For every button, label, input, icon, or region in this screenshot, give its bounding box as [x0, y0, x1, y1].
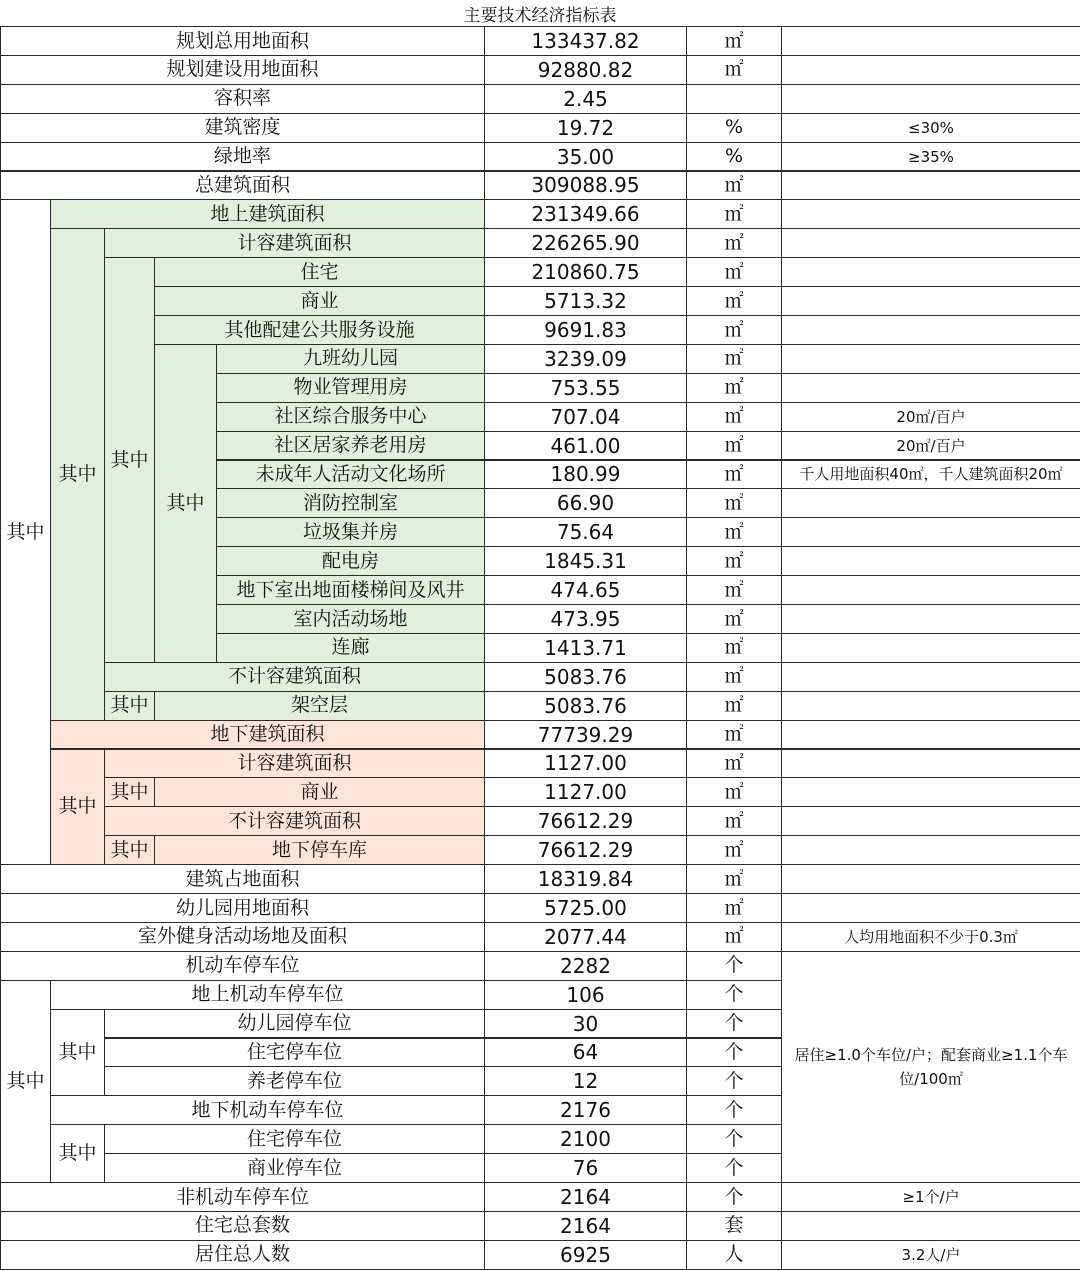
- row-unit: ㎡: [686, 199, 782, 229]
- row-value: 6925: [484, 1240, 687, 1270]
- qizhong-group-label: 其中: [154, 344, 217, 663]
- row-label: 架空层: [154, 691, 485, 721]
- row-value: 180.99: [484, 460, 687, 490]
- row-unit: ㎡: [686, 633, 782, 663]
- row-unit: [686, 84, 782, 114]
- row-label: 居住总人数: [0, 1240, 485, 1270]
- row-note: [781, 546, 1080, 576]
- row-note: 3.2人/户: [781, 1240, 1080, 1270]
- row-unit: 套: [686, 1211, 782, 1241]
- row-unit: ㎡: [686, 373, 782, 403]
- row-unit: ㎡: [686, 546, 782, 576]
- row-label: 地下机动车停车位: [50, 1095, 485, 1125]
- row-note: [781, 749, 1080, 779]
- row-unit: ㎡: [686, 720, 782, 750]
- row-note: ≥35%: [781, 142, 1080, 172]
- row-value: 5713.32: [484, 286, 687, 316]
- row-note: [781, 575, 1080, 605]
- row-note: 人均用地面积不少于0.3㎡: [781, 922, 1080, 952]
- qizhong-group-label: 其中: [104, 835, 155, 865]
- row-unit: ㎡: [686, 575, 782, 605]
- row-value: 231349.66: [484, 199, 687, 229]
- row-label: 绿地率: [0, 142, 485, 172]
- row-label: 九班幼儿园: [216, 344, 485, 374]
- row-label: 社区居家养老用房: [216, 431, 485, 461]
- row-value: 76612.29: [484, 806, 687, 836]
- row-value: 3239.09: [484, 344, 687, 374]
- row-value: 5083.76: [484, 662, 687, 692]
- row-note: [781, 373, 1080, 403]
- row-value: 2164: [484, 1182, 687, 1212]
- row-label: 计容建筑面积: [104, 228, 485, 258]
- row-note: [781, 26, 1080, 56]
- row-unit: ㎡: [686, 344, 782, 374]
- row-label: 不计容建筑面积: [104, 806, 485, 836]
- row-note: [781, 488, 1080, 518]
- row-unit: ㎡: [686, 864, 782, 894]
- row-unit: 个: [686, 1038, 782, 1068]
- row-note: [781, 864, 1080, 894]
- row-value: 2176: [484, 1095, 687, 1125]
- row-unit: 个: [686, 951, 782, 981]
- row-label: 连廊: [216, 633, 485, 663]
- row-note: [781, 55, 1080, 85]
- row-unit: 个: [686, 1066, 782, 1096]
- row-value: 64: [484, 1038, 687, 1068]
- row-unit: %: [686, 142, 782, 172]
- row-note: [781, 835, 1080, 865]
- row-unit: ㎡: [686, 402, 782, 432]
- row-note: ≤30%: [781, 113, 1080, 143]
- row-value: 12: [484, 1066, 687, 1096]
- row-label: 住宅总套数: [0, 1211, 485, 1241]
- row-unit: ㎡: [686, 488, 782, 518]
- qizhong-group-label: 其中: [0, 980, 51, 1183]
- row-unit: ㎡: [686, 749, 782, 779]
- row-label: 消防控制室: [216, 488, 485, 518]
- row-value: 2164: [484, 1211, 687, 1241]
- row-value: 2.45: [484, 84, 687, 114]
- row-unit: ㎡: [686, 315, 782, 345]
- row-label: 幼儿园停车位: [104, 1009, 485, 1039]
- row-note: 千人用地面积40㎡，千人建筑面积20㎡: [781, 460, 1080, 490]
- row-unit: ㎡: [686, 691, 782, 721]
- row-unit: ㎡: [686, 777, 782, 807]
- row-value: 753.55: [484, 373, 687, 403]
- row-label: 机动车停车位: [0, 951, 485, 981]
- row-note: [781, 893, 1080, 923]
- row-value: 474.65: [484, 575, 687, 605]
- row-value: 19.72: [484, 113, 687, 143]
- row-value: 226265.90: [484, 228, 687, 258]
- row-value: 76612.29: [484, 835, 687, 865]
- row-note: [781, 1211, 1080, 1241]
- row-note: [781, 257, 1080, 287]
- qizhong-group-label: 其中: [0, 199, 51, 865]
- row-label: 地下室出地面楼梯间及风井: [216, 575, 485, 605]
- row-label: 配电房: [216, 546, 485, 576]
- row-note: [781, 777, 1080, 807]
- row-value: 2100: [484, 1124, 687, 1154]
- row-value: 309088.95: [484, 171, 687, 201]
- row-label: 未成年人活动文化场所: [216, 460, 485, 490]
- row-label: 社区综合服务中心: [216, 402, 485, 432]
- row-unit: ㎡: [686, 431, 782, 461]
- row-note: [781, 286, 1080, 316]
- row-label: 住宅停车位: [104, 1124, 485, 1154]
- row-note: [781, 228, 1080, 258]
- row-unit: ㎡: [686, 171, 782, 201]
- row-unit: 个: [686, 1153, 782, 1183]
- row-label: 规划总用地面积: [0, 26, 485, 56]
- row-unit: ㎡: [686, 893, 782, 923]
- row-unit: 个: [686, 1124, 782, 1154]
- row-value: 473.95: [484, 604, 687, 634]
- row-value: 5083.76: [484, 691, 687, 721]
- row-value: 2077.44: [484, 922, 687, 952]
- qizhong-group-label: 其中: [50, 749, 105, 866]
- row-unit: 个: [686, 980, 782, 1010]
- row-value: 75.64: [484, 517, 687, 547]
- row-unit: ㎡: [686, 806, 782, 836]
- qizhong-group-label: 其中: [104, 257, 155, 663]
- qizhong-group-label: 其中: [50, 1009, 105, 1097]
- row-label: 室外健身活动场地及面积: [0, 922, 485, 952]
- row-unit: 个: [686, 1009, 782, 1039]
- row-value: 35.00: [484, 142, 687, 172]
- row-label: 非机动车停车位: [0, 1182, 485, 1212]
- row-value: 77739.29: [484, 720, 687, 750]
- row-label: 住宅: [154, 257, 485, 287]
- row-label: 地上建筑面积: [50, 199, 485, 229]
- row-note: [781, 806, 1080, 836]
- row-note: 20㎡/百户: [781, 402, 1080, 432]
- row-label: 商业: [154, 777, 485, 807]
- row-label: 室内活动场地: [216, 604, 485, 634]
- row-unit: ㎡: [686, 55, 782, 85]
- qizhong-group-label: 其中: [104, 691, 155, 721]
- row-unit: 个: [686, 1095, 782, 1125]
- row-value: 2282: [484, 951, 687, 981]
- row-value: 30: [484, 1009, 687, 1039]
- row-note: [781, 662, 1080, 692]
- row-label: 不计容建筑面积: [104, 662, 485, 692]
- row-note: [781, 315, 1080, 345]
- row-value: 92880.82: [484, 55, 687, 85]
- row-value: 133437.82: [484, 26, 687, 56]
- row-note: [781, 604, 1080, 634]
- row-label: 商业停车位: [104, 1153, 485, 1183]
- table-title: 主要技术经济指标表: [463, 5, 617, 26]
- row-value: 66.90: [484, 488, 687, 518]
- row-value: 106: [484, 980, 687, 1010]
- row-unit: ㎡: [686, 257, 782, 287]
- row-note: [781, 84, 1080, 114]
- row-value: 1413.71: [484, 633, 687, 663]
- row-value: 210860.75: [484, 257, 687, 287]
- row-label: 养老停车位: [104, 1066, 485, 1096]
- row-unit: ㎡: [686, 835, 782, 865]
- row-note: ≥1个/户: [781, 1182, 1080, 1212]
- row-note: [781, 691, 1080, 721]
- row-label: 建筑占地面积: [0, 864, 485, 894]
- row-unit: ㎡: [686, 286, 782, 316]
- row-value: 1845.31: [484, 546, 687, 576]
- row-label: 垃圾集并房: [216, 517, 485, 547]
- row-unit: ㎡: [686, 228, 782, 258]
- qizhong-group-label: 其中: [50, 1124, 105, 1183]
- row-value: 5725.00: [484, 893, 687, 923]
- row-note: [781, 171, 1080, 201]
- parking-requirement-note: 居住≥1.0个车位/户；配套商业≥1.1个车位/100㎡: [781, 951, 1080, 1183]
- row-unit: ㎡: [686, 922, 782, 952]
- row-unit: 人: [686, 1240, 782, 1270]
- row-label: 计容建筑面积: [104, 749, 485, 779]
- row-label: 地下建筑面积: [50, 720, 485, 750]
- row-value: 9691.83: [484, 315, 687, 345]
- row-value: 18319.84: [484, 864, 687, 894]
- row-unit: ㎡: [686, 662, 782, 692]
- row-unit: ㎡: [686, 604, 782, 634]
- row-label: 幼儿园用地面积: [0, 893, 485, 923]
- row-label: 规划建设用地面积: [0, 55, 485, 85]
- row-label: 容积率: [0, 84, 485, 114]
- row-value: 1127.00: [484, 777, 687, 807]
- row-label: 总建筑面积: [0, 171, 485, 201]
- row-value: 461.00: [484, 431, 687, 461]
- row-note: 20㎡/百户: [781, 431, 1080, 461]
- row-value: 76: [484, 1153, 687, 1183]
- row-unit: ㎡: [686, 517, 782, 547]
- row-label: 商业: [154, 286, 485, 316]
- row-label: 住宅停车位: [104, 1038, 485, 1068]
- row-note: [781, 344, 1080, 374]
- row-note: [781, 720, 1080, 750]
- row-label: 建筑密度: [0, 113, 485, 143]
- qizhong-group-label: 其中: [50, 228, 105, 720]
- row-label: 地下停车库: [154, 835, 485, 865]
- row-label: 其他配建公共服务设施: [154, 315, 485, 345]
- row-note: [781, 633, 1080, 663]
- row-unit: ㎡: [686, 460, 782, 490]
- row-unit: 个: [686, 1182, 782, 1212]
- qizhong-group-label: 其中: [104, 777, 155, 807]
- row-unit: %: [686, 113, 782, 143]
- row-value: 1127.00: [484, 749, 687, 779]
- row-note: [781, 199, 1080, 229]
- row-value: 707.04: [484, 402, 687, 432]
- row-unit: ㎡: [686, 26, 782, 56]
- row-label: 物业管理用房: [216, 373, 485, 403]
- row-note: [781, 517, 1080, 547]
- row-label: 地上机动车停车位: [50, 980, 485, 1010]
